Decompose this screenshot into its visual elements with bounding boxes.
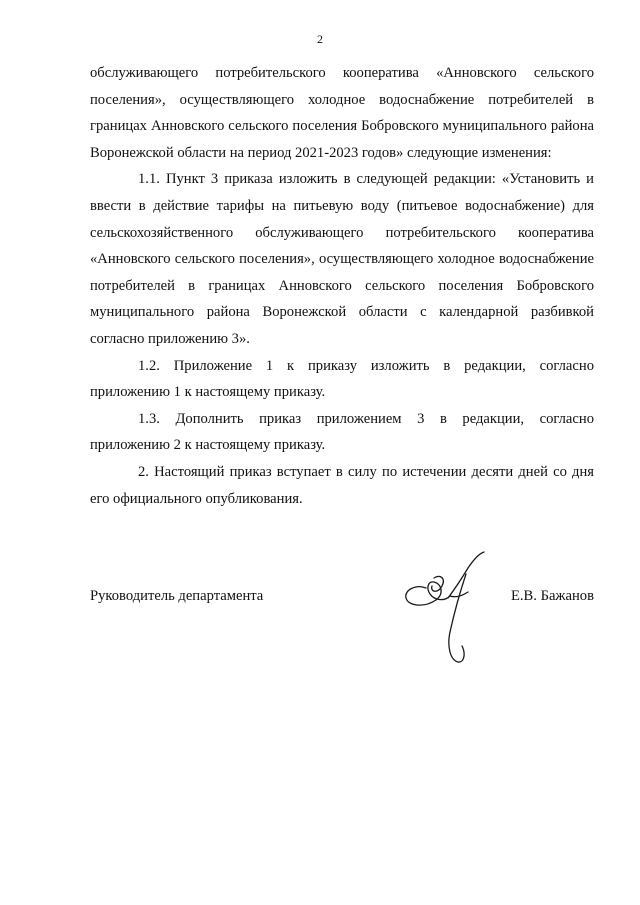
paragraph-1-2: 1.2. Приложение 1 к приказу изложить в редакции, согласно приложению 1 к настоящему приказу. <box>90 357 594 401</box>
handwritten-signature <box>398 548 498 668</box>
signature-block <box>90 588 594 618</box>
paragraph-2: 2. Настоящий приказ вступает в силу по истечении десяти дней со дня его официального опубликования. <box>90 463 594 507</box>
paragraph-1-3: 1.3. Дополнить приказ приложением 3 в редакции, согласно приложению 2 к настоящему приказу. <box>90 410 594 454</box>
signatory-position: Руководитель департамента <box>90 588 264 604</box>
signatory-name: Е.В. Бажанов <box>510 588 594 604</box>
paragraph-intro: обслуживающего потребительского кооператива «Анновского сельского поселения», осуществляющего холодное водоснабжение потребителей в границах Анновского сельского поселения Бобровского муниципального района Воронежской области на период 2021-2023 годов» следующие изменения: <box>90 65 594 161</box>
page-number: 2 <box>317 32 323 46</box>
paragraph-1-1: 1.1. Пункт 3 приказа изложить в следующей редакции: «Установить и ввести в действие тарифы на питьевую воду (питьевое водоснабжение) для сельскохозяйственного обслуживающего потребительского кооператива «Анновского сельского поселения», осуществляющего холодное водоснабжение потребителей в границах Анновского сельского поселения Бобровского муниципального района Воронежской области с календарной разбивкой согласно приложению 3». <box>90 171 594 347</box>
document-body <box>90 60 594 512</box>
